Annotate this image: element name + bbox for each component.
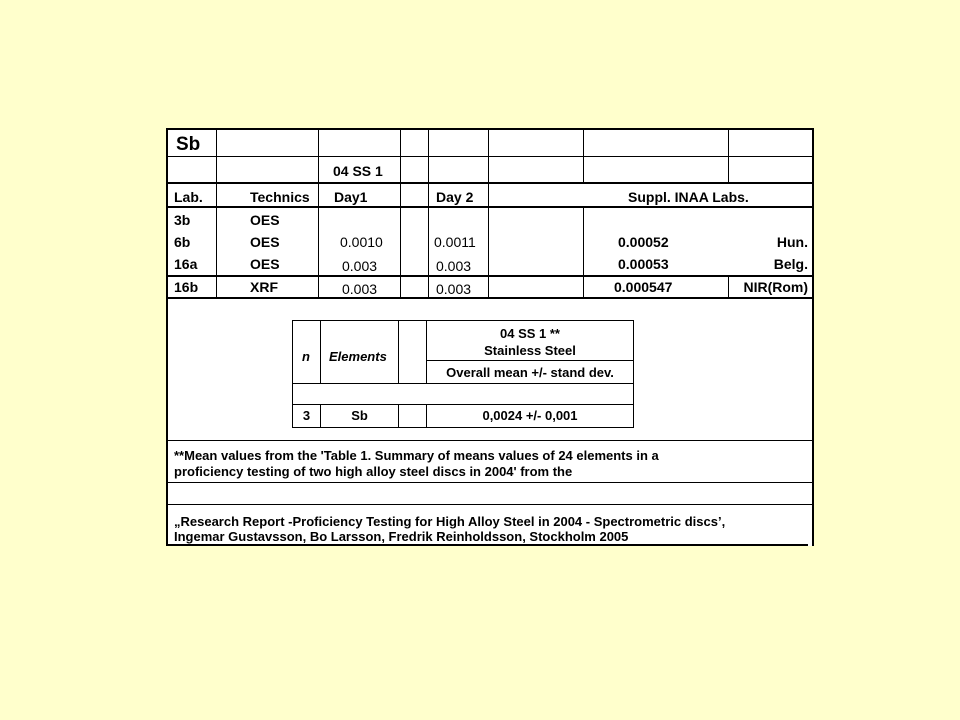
row-technics: OES xyxy=(250,212,280,228)
summary-row-n: 3 xyxy=(302,408,311,423)
row-suppl-lab: Hun. xyxy=(776,234,808,250)
summary-stat-header: Overall mean +/- stand dev. xyxy=(446,365,614,380)
row-lab: 16b xyxy=(174,279,199,295)
summary-row-element: Sb xyxy=(351,408,368,423)
grid-line xyxy=(633,320,634,428)
spreadsheet-table xyxy=(166,128,814,546)
row-technics: OES xyxy=(250,234,280,250)
header-technics: Technics xyxy=(250,189,310,205)
grid-line xyxy=(728,128,729,183)
grid-line xyxy=(166,482,814,483)
summary-sample-subtitle: Stainless Steel xyxy=(484,343,576,358)
grid-line xyxy=(216,128,217,298)
grid-line xyxy=(398,320,399,383)
reference-line-2: Ingemar Gustavsson, Bo Larsson, Fredrik Reinholdsson, Stockholm 2005 xyxy=(174,529,629,544)
summary-header-n: n xyxy=(302,349,310,364)
grid-line xyxy=(166,275,814,277)
grid-line xyxy=(426,360,634,361)
row-lab: 3b xyxy=(174,212,191,228)
row-day2: 0.003 xyxy=(436,258,472,274)
row-suppl-value: 0.000547 xyxy=(614,279,673,295)
row-suppl-lab: NIR(Rom) xyxy=(743,279,808,295)
grid-line xyxy=(428,128,429,298)
grid-line xyxy=(166,297,814,299)
header-day2: Day 2 xyxy=(436,189,474,205)
grid-line xyxy=(292,320,634,321)
row-day1: 0.0010 xyxy=(340,234,383,250)
row-suppl-value: 0.00052 xyxy=(618,234,669,250)
grid-line xyxy=(398,404,399,428)
grid-line xyxy=(166,182,814,184)
grid-line xyxy=(583,207,584,298)
grid-line xyxy=(728,276,729,298)
element-symbol: Sb xyxy=(176,134,201,155)
grid-line xyxy=(166,504,814,505)
row-technics: XRF xyxy=(250,279,278,295)
grid-line xyxy=(292,427,634,428)
sample-code: 04 SS 1 xyxy=(333,163,383,179)
summary-table xyxy=(292,320,635,428)
header-day1: Day1 xyxy=(334,189,368,205)
summary-row-value: 0,0024 +/- 0,001 xyxy=(482,408,578,423)
row-lab: 6b xyxy=(174,234,191,250)
row-suppl-value: 0.00053 xyxy=(618,256,669,272)
row-suppl-lab: Belg. xyxy=(773,256,808,272)
grid-line xyxy=(166,128,168,546)
grid-line xyxy=(166,128,814,130)
grid-line xyxy=(292,404,634,405)
grid-line xyxy=(292,383,634,384)
row-day2: 0.003 xyxy=(436,281,472,297)
summary-header-elements: Elements xyxy=(329,349,387,364)
grid-line xyxy=(583,128,584,183)
grid-line xyxy=(166,206,814,208)
footnote-line-2: proficiency testing of two high alloy steel discs in 2004' from the xyxy=(174,464,573,479)
grid-line xyxy=(166,440,814,441)
grid-line xyxy=(400,128,401,298)
grid-line xyxy=(166,156,814,157)
grid-line xyxy=(812,128,814,546)
summary-sample-title: 04 SS 1 ** xyxy=(500,326,560,341)
header-suppl-inaa: Suppl. INAA Labs. xyxy=(628,189,749,205)
grid-line xyxy=(488,128,489,298)
grid-line xyxy=(320,320,321,383)
footnote-line-1: **Mean values from the 'Table 1. Summary of means values of 24 elements in a xyxy=(174,448,659,463)
grid-line xyxy=(318,128,319,298)
row-lab: 16a xyxy=(174,256,198,272)
row-day2: 0.0011 xyxy=(434,234,476,250)
row-day1: 0.003 xyxy=(342,281,378,297)
row-technics: OES xyxy=(250,256,280,272)
reference-line-1: „Research Report -Proficiency Testing for High Alloy Steel in 2004 - Spectrometric discs’, xyxy=(174,514,726,529)
row-day1: 0.003 xyxy=(342,258,378,274)
header-lab: Lab. xyxy=(174,189,203,205)
